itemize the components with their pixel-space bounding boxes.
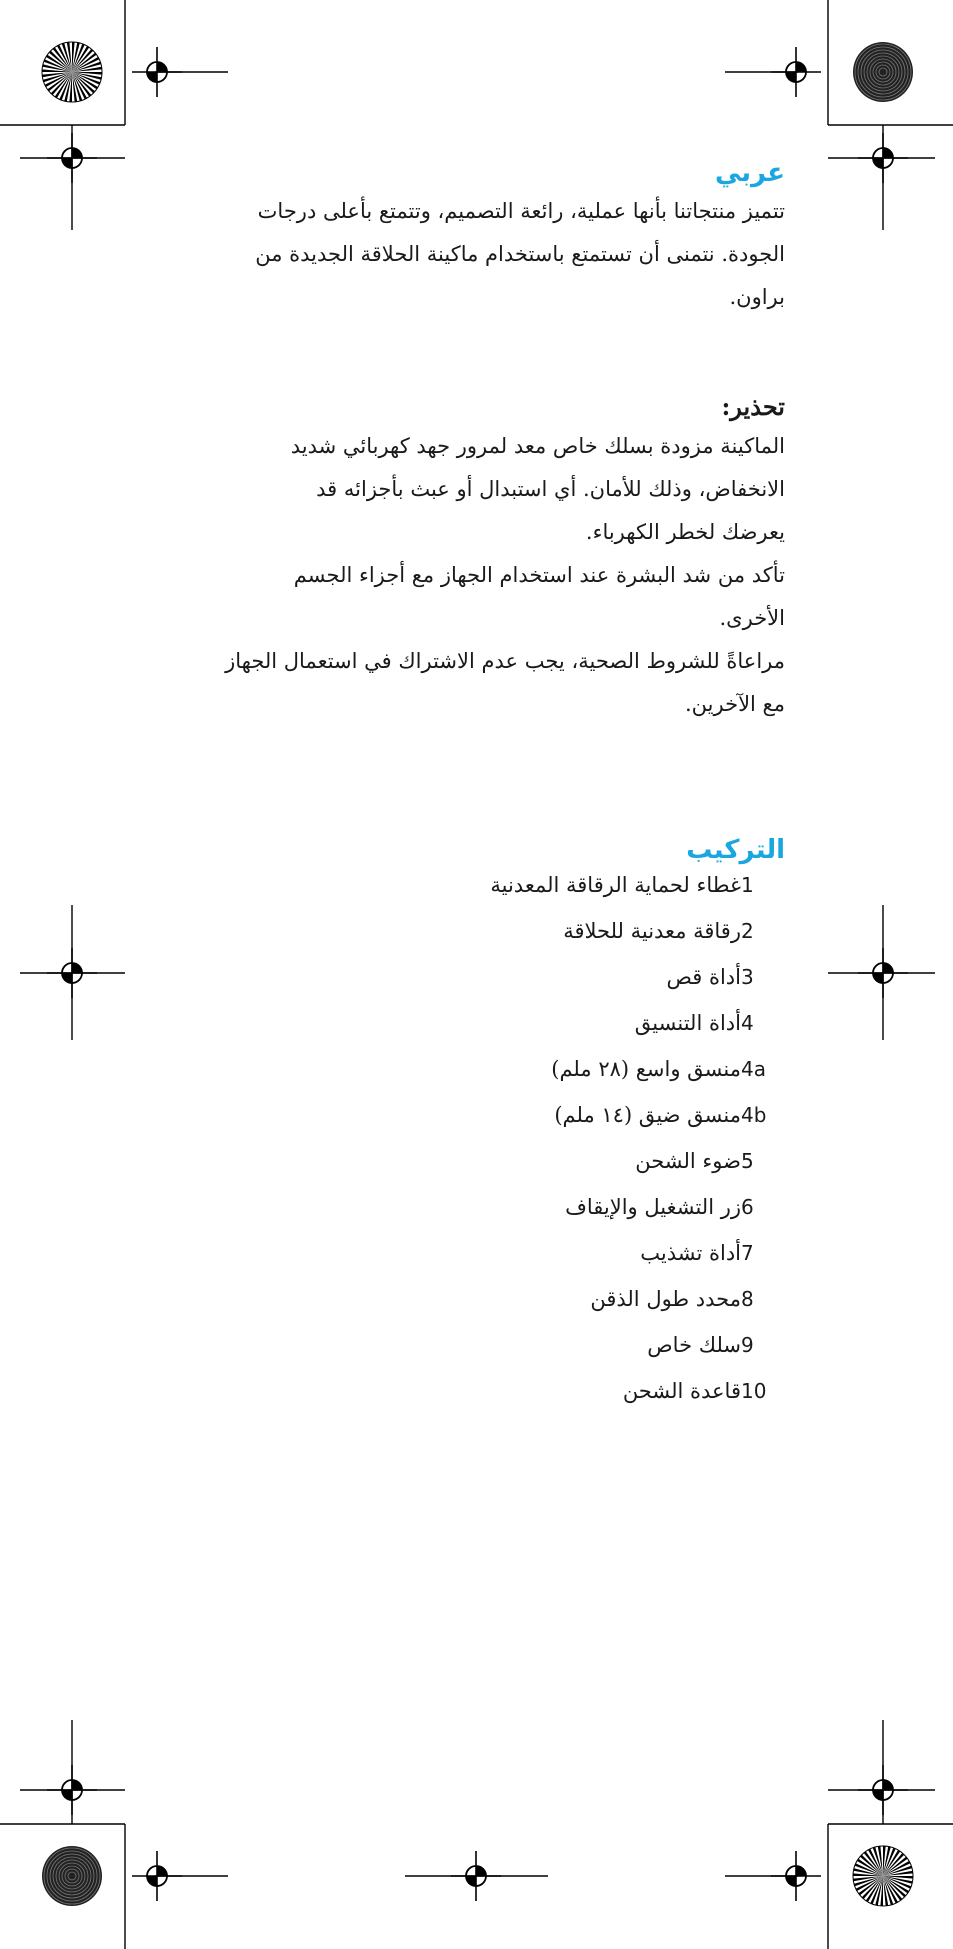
list-item xyxy=(160,1149,785,1195)
part-label: أداة تشذيب xyxy=(640,1241,741,1265)
warning-line: مراعاةً للشروط الصحية، يجب عدم الاشتراك في استعمال الجهاز xyxy=(225,649,785,673)
list-item xyxy=(160,873,785,919)
part-number: 1 xyxy=(741,873,754,897)
part-number: 8 xyxy=(741,1287,754,1311)
part-number: 9 xyxy=(741,1333,754,1357)
part-label: قاعدة الشحن xyxy=(622,1379,741,1403)
list-item xyxy=(160,1333,785,1379)
registration-target-icon xyxy=(771,1851,821,1901)
warning-heading: تحذير: xyxy=(721,392,785,421)
part-number: 3 xyxy=(741,965,754,989)
list-item xyxy=(160,1057,785,1103)
list-item xyxy=(160,919,785,965)
part-label: محدد طول الذقن xyxy=(590,1287,741,1311)
part-label: سلك خاص xyxy=(647,1333,741,1357)
part-label: أداة قص xyxy=(666,965,741,989)
part-number: 6 xyxy=(741,1195,754,1219)
part-label: رقاقة معدنية للحلاقة xyxy=(563,919,741,943)
list-item xyxy=(160,965,785,1011)
intro-line: براون. xyxy=(729,285,785,309)
language-heading: عربي xyxy=(714,158,785,188)
part-number: 10 xyxy=(741,1379,767,1403)
part-number: 4 xyxy=(741,1011,754,1035)
list-item xyxy=(160,1195,785,1241)
warning-line: يعرضك لخطر الكهرباء. xyxy=(585,520,785,544)
intro-line: الجودة. نتمنى أن تستمتع باستخدام ماكينة الحلاقة الجديدة من xyxy=(255,242,785,266)
warning-line: الانخفاض، وذلك للأمان. أي استبدال أو عبث بأجزائه قد xyxy=(316,477,785,501)
list-item xyxy=(160,1103,785,1149)
intro-line: تتميز منتجاتنا بأنها عملية، رائعة التصميم، وتتمتع بأعلى درجات xyxy=(257,199,785,223)
part-number: 4a xyxy=(741,1057,766,1081)
part-number: 7 xyxy=(741,1241,754,1265)
registration-target-icon xyxy=(858,133,908,183)
registration-target-icon xyxy=(858,1765,908,1815)
warning-line: مع الآخرين. xyxy=(685,692,785,716)
part-label: غطاء لحماية الرقاقة المعدنية xyxy=(490,873,741,897)
part-label: منسق ضيق (١٤ ملم) xyxy=(554,1103,741,1127)
part-label: منسق واسع (٢٨ ملم) xyxy=(551,1057,741,1081)
parts-list xyxy=(160,873,785,1425)
list-item xyxy=(160,1011,785,1057)
warning-section xyxy=(160,392,785,726)
warning-line: الماكينة مزودة بسلك خاص معد لمرور جهد كهربائي شديد xyxy=(290,434,785,458)
registration-target-icon xyxy=(47,948,97,998)
components-heading: التركيب xyxy=(686,835,785,865)
part-number: 2 xyxy=(741,919,754,943)
warning-line: الأخرى. xyxy=(719,606,785,630)
registration-target-icon xyxy=(771,47,821,97)
starburst-target-icon xyxy=(42,42,102,102)
registration-target-icon xyxy=(132,47,182,97)
part-number: 4b xyxy=(741,1103,767,1127)
part-label: أداة التنسيق xyxy=(634,1011,741,1035)
components-section xyxy=(160,835,785,1425)
list-item xyxy=(160,1241,785,1287)
registration-target-icon xyxy=(47,133,97,183)
starburst-target-icon xyxy=(853,1846,913,1906)
list-item xyxy=(160,1287,785,1333)
warning-line: تأكد من شد البشرة عند استخدام الجهاز مع أجزاء الجسم xyxy=(293,563,785,587)
registration-target-icon xyxy=(858,948,908,998)
part-label: زر التشغيل والإيقاف xyxy=(565,1195,741,1219)
part-number: 5 xyxy=(741,1149,754,1173)
part-label: ضوء الشحن xyxy=(635,1149,741,1173)
registration-target-icon xyxy=(47,1765,97,1815)
concentric-circles-icon xyxy=(42,1846,102,1906)
registration-target-icon xyxy=(132,1851,182,1901)
intro-section xyxy=(160,158,785,319)
concentric-circles-icon xyxy=(853,42,913,102)
list-item xyxy=(160,1379,785,1425)
registration-target-icon xyxy=(451,1851,501,1901)
